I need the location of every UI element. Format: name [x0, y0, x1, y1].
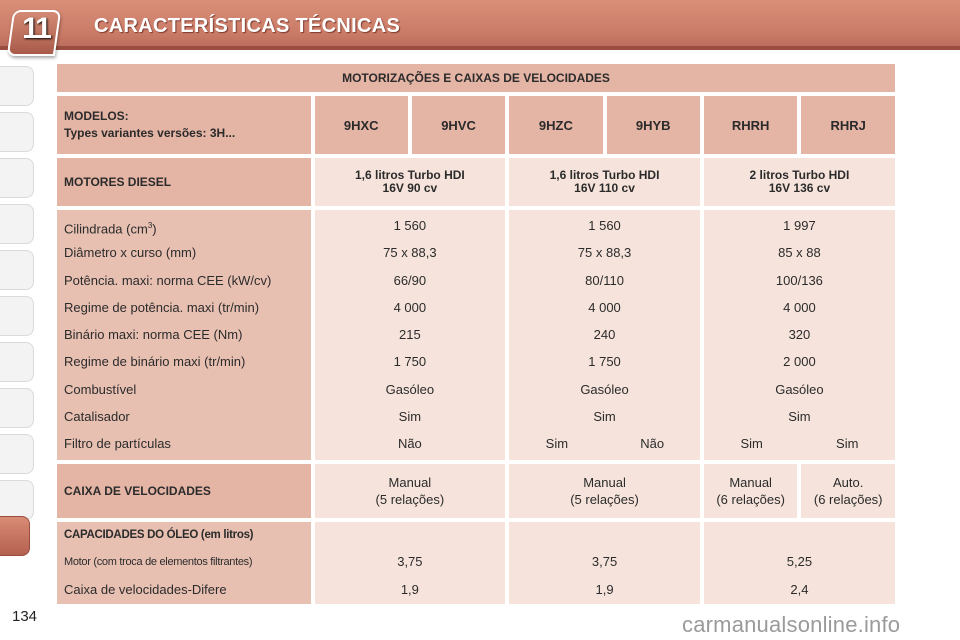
spec-value: Não [640, 436, 665, 452]
models-label: MODELOS: [64, 109, 129, 123]
gearbox-ratios: (5 relações) [375, 491, 445, 507]
table-title-row [57, 64, 895, 92]
side-tab-active[interactable] [0, 516, 30, 556]
specs-labels-cell [57, 210, 311, 460]
gearbox-label: CAIXA DE VELOCIDADES [57, 464, 311, 518]
spec-label: Cilindrada $(cm^3)$ [64, 221, 157, 237]
gearbox-ratios: (5 relações) [570, 491, 639, 507]
motors-row [57, 158, 895, 206]
side-tab[interactable] [0, 112, 34, 152]
spec-label: Regime de potência. maxi (tr/min) [64, 299, 260, 315]
spec-value: 75 x 88,3 [577, 245, 632, 261]
oil-heading: CAPACIDADES DO ÓLEO (em litros) [64, 528, 254, 541]
oil-values-col3 [704, 522, 895, 604]
spec-label: Catalisador [64, 409, 130, 425]
side-tab[interactable] [0, 480, 34, 520]
spec-value: Gasóleo [385, 381, 435, 397]
motor-cell [704, 158, 895, 206]
model-code: RHRH [704, 96, 798, 154]
spec-value: 1 750 [393, 354, 427, 370]
watermark: carmanualsonline.info [682, 612, 901, 637]
spec-label: Binário maxi: norma CEE (Nm) [64, 327, 243, 343]
side-tab[interactable] [0, 388, 34, 428]
motor-cell [509, 158, 700, 206]
side-tabs [0, 60, 36, 580]
model-code: 9HXC [315, 96, 408, 154]
spec-value: Sim [740, 436, 763, 452]
spec-value: 215 [399, 327, 421, 343]
spec-value: 100/136 [775, 272, 823, 288]
spec-value: Gasóleo [580, 381, 629, 397]
model-code: 9HZC [509, 96, 602, 154]
gearbox-row [57, 464, 895, 518]
spec-label: Diâmetro x curso (mm) [64, 245, 197, 261]
spec-value: Sim [788, 409, 811, 425]
spec-value: 1 750 [588, 354, 621, 370]
specs-table [53, 60, 899, 608]
side-tab[interactable] [0, 342, 34, 382]
motor-name: 1,6 litros Turbo HDI [354, 168, 465, 182]
spec-value: Gasóleo [775, 381, 824, 397]
spec-value: 320 [788, 327, 811, 343]
spec-value: 4 000 [588, 299, 621, 315]
gearbox-ratios: (6 relações) [716, 491, 785, 507]
oil-gearbox-label: Caixa de velocidades-Difere [64, 581, 227, 597]
motor-name: 1,6 litros Turbo HDI [549, 168, 660, 182]
side-tab[interactable] [0, 66, 34, 106]
spec-value: Sim [836, 436, 859, 452]
oil-values-col1 [315, 522, 506, 604]
side-tab[interactable] [0, 204, 34, 244]
spec-value: 4 000 [783, 299, 816, 315]
spec-value: 75 x 88,3 [383, 245, 437, 261]
oil-values-col2 [509, 522, 700, 604]
oil-labels-cell [57, 522, 311, 604]
oil-value: 2,4 [790, 581, 809, 597]
spec-value: Sim [545, 436, 569, 452]
side-tab[interactable] [0, 434, 34, 474]
motor-name: 2 litros Turbo HDI [749, 168, 850, 182]
motor-cell [315, 158, 506, 206]
gearbox-type: Manual [729, 474, 772, 490]
spec-label: Regime de binário maxi (tr/min) [64, 354, 246, 370]
specs-row [57, 210, 895, 460]
gearbox-type: Manual [583, 474, 626, 490]
spec-value: 80/110 [585, 272, 624, 288]
spec-value: Sim [593, 409, 616, 425]
models-sublabel: Types variantes versões: 3H... [64, 126, 236, 140]
spec-value: 1 560 [588, 218, 621, 233]
oil-value: 5,25 [786, 553, 813, 569]
models-row [57, 96, 895, 154]
model-code: RHRJ [801, 96, 895, 154]
specs-values-col1 [315, 210, 506, 460]
gearbox-cell [801, 464, 895, 518]
spec-value: 85 x 88 [778, 245, 821, 261]
side-tab[interactable] [0, 250, 34, 290]
motor-power: 16V 110 cv [574, 181, 635, 195]
gearbox-ratios: (6 relações) [813, 491, 883, 507]
models-label-cell [57, 96, 311, 154]
chapter-number: 11 [22, 12, 50, 45]
motor-power: 16V 90 cv [382, 181, 438, 195]
oil-value: 1,9 [595, 581, 614, 597]
gearbox-cell [704, 464, 798, 518]
spec-value: 1 997 [783, 218, 816, 233]
page-title: CARACTERÍSTICAS TÉCNICAS [94, 15, 401, 37]
gearbox-cell [315, 464, 506, 518]
side-tab[interactable] [0, 158, 34, 198]
gearbox-type: Auto. [833, 474, 864, 490]
oil-engine-label: Motor (com troca de elementos filtrantes) [64, 555, 253, 568]
model-code: 9HVC [412, 96, 505, 154]
motor-power: 16V 136 cv [768, 181, 831, 195]
oil-value: 1,9 [400, 581, 419, 597]
side-tab[interactable] [0, 296, 34, 336]
gearbox-type: Manual [388, 474, 432, 490]
oil-value: 3,75 [591, 553, 618, 569]
spec-value: 4 000 [393, 299, 427, 315]
spec-value-split [509, 430, 700, 457]
spec-value: 2 000 [783, 354, 816, 370]
spec-value: 1 560 [393, 218, 427, 233]
specs-values-col3 [704, 210, 895, 460]
oil-value: 3,75 [397, 553, 423, 569]
spec-value-split [704, 430, 895, 457]
spec-label: Potência. maxi: norma CEE (kW/cv) [64, 272, 272, 288]
header-stripe [0, 46, 960, 50]
table-title: MOTORIZAÇÕES E CAIXAS DE VELOCIDADES [57, 64, 895, 92]
model-code: 9HYB [607, 96, 700, 154]
spec-value: Não [397, 436, 422, 452]
page-number: 134 [12, 608, 38, 625]
spec-label: Combustível [64, 381, 137, 397]
specs-values-col2 [509, 210, 700, 460]
spec-value: 240 [593, 327, 616, 343]
spec-label: Filtro de partículas [64, 436, 171, 452]
gearbox-cell [509, 464, 700, 518]
motors-label: MOTORES DIESEL [57, 158, 311, 206]
spec-value: 66/90 [393, 272, 427, 288]
oil-row [57, 522, 895, 604]
spec-value: Sim [398, 409, 422, 425]
